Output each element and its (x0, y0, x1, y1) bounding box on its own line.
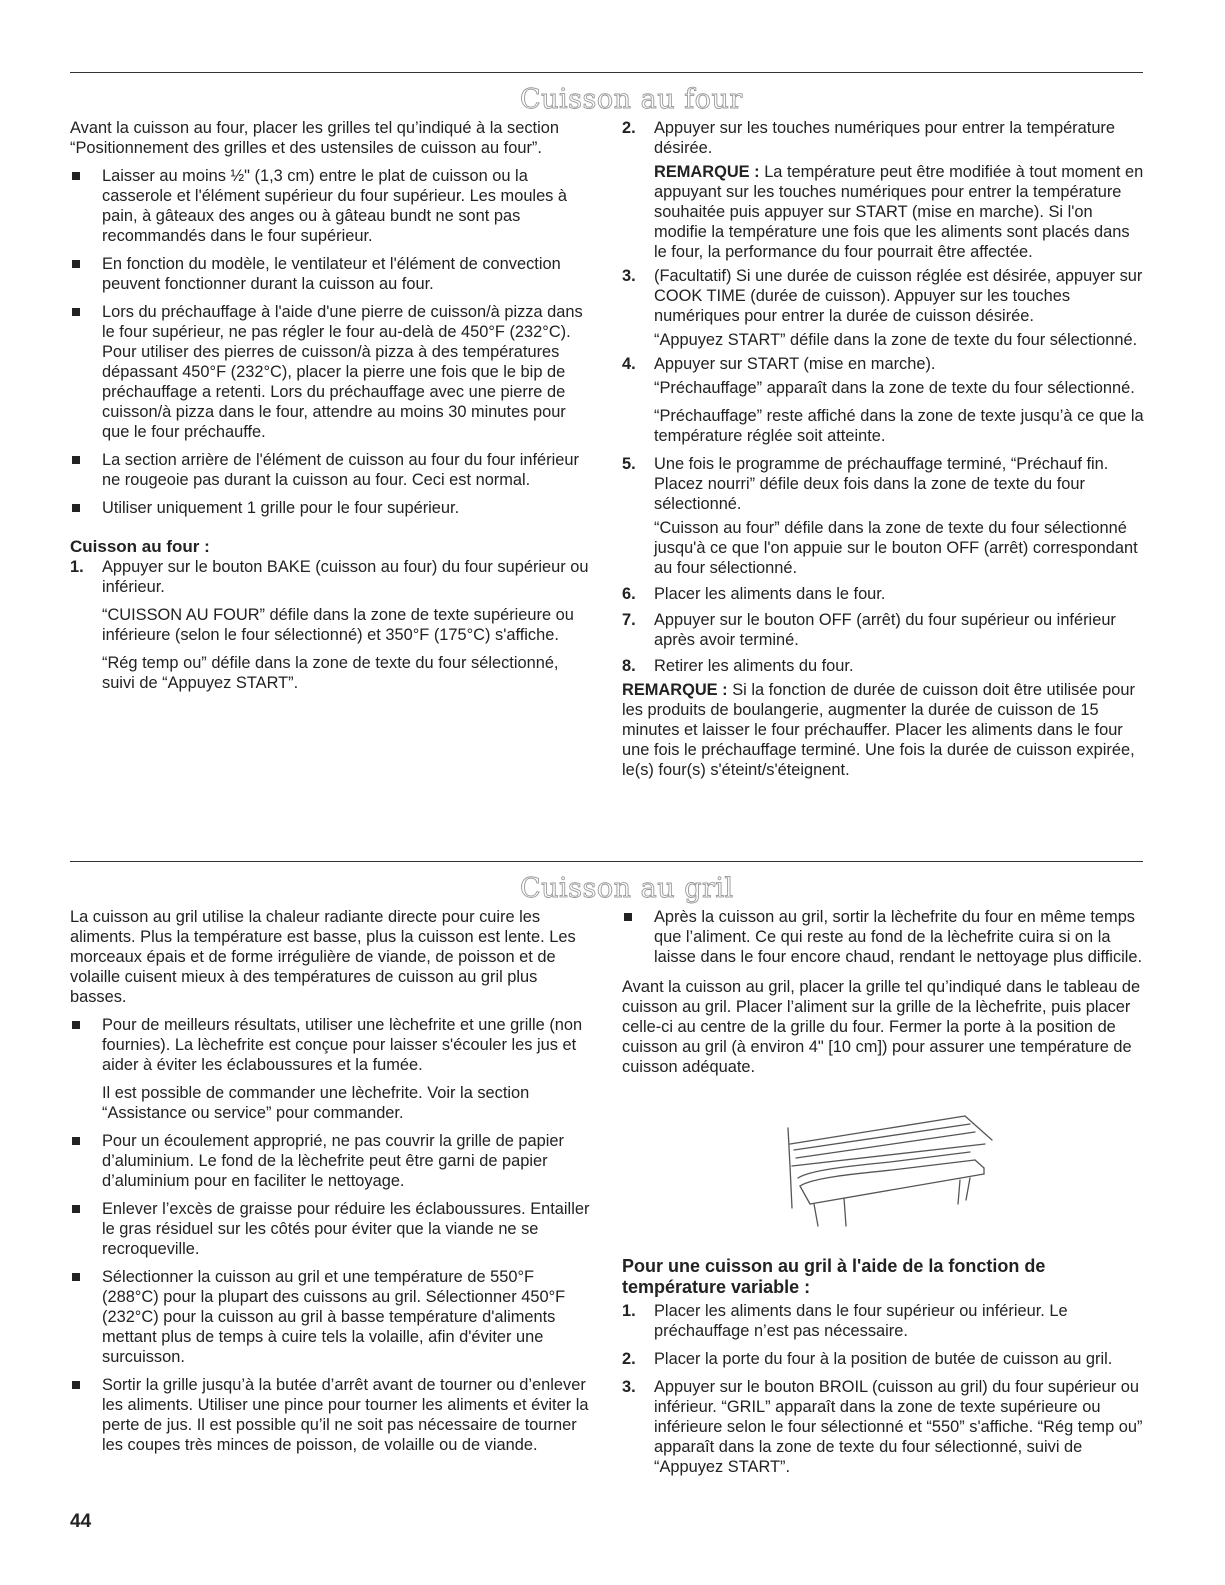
bullet-square-icon (72, 1137, 80, 1145)
broil-rack-paragraph: Avant la cuisson au gril, placer la grille tel qu’indiqué dans le tableau de cuisson au gril. Placer l’aliment sur la grille de la lèchefrite, puis placer celle-ci au centre de la grille du four. Fermer la porte à la position de cuisson au gril (à environ 4" [10 cm]) pour assurer une température de cuisson adéquate. (622, 978, 1141, 1076)
broil-step-3: 3. Appuyer sur le bouton BROIL (cuisson au gril) du four supérieur ou inférieur. “GRIL” apparaît dans la zone de texte supérieure ou inférieure selon le four sélectionné et “550” s'affiche. “Rég temp ou” apparaît dans la zone de texte du four sélectionné, suivi de “Appuyez START”. (622, 1378, 1143, 1476)
page-number: 44 (70, 1511, 92, 1532)
bullet-square-icon (72, 172, 80, 180)
broil-right-column-bottom (622, 1256, 1144, 1477)
broil-intro: La cuisson au gril utilise la chaleur radiante directe pour cuire les aliments. Plus la température est basse, plus la cuisson est lente. Les morceaux épais et de forme irrégulière de viande, de poisson et de volaille cuisent mieux à des températures de cuisson au gril plus basses. (70, 908, 576, 1006)
bake-step-4-note-1: “Préchauffage” apparaît dans la zone de texte du four sélectionné. (654, 379, 1135, 397)
bake-step-3: 3. (Facultatif) Si une durée de cuisson réglée est désirée, appuyer sur COOK TIME (durée de cuisson). Appuyer sur les touches numériques pour entrer la durée de cuisson désirée. (622, 267, 1143, 325)
bake-left-column (70, 118, 590, 693)
bake-step-5-note: “Cuisson au four” défile dans la zone de texte du four sélectionné jusqu'à ce que l'on appuie sur le bouton OFF (arrêt) correspondant au four sélectionné. (654, 519, 1138, 577)
broil-bullet-2: Pour un écoulement approprié, ne pas couvrir la grille de papier d’aluminium. Le fond de la lèchefrite peut être garni de papier d’aluminium pour en faciliter le nettoyage. (70, 1131, 590, 1191)
broil-left-column (70, 907, 590, 1455)
broil-bullet-1: Pour de meilleurs résultats, utiliser une lèchefrite et une grille (non fournies). La lèchefrite est conçue pour laisser s'écouler les jus et aider à éviter les éclaboussures et la fumée. (70, 1015, 590, 1075)
broil-bullet-1-note: Il est possible de commander une lèchefrite. Voir la section “Assistance ou service” pour commander. (102, 1084, 530, 1122)
broil-variable-temp-heading: Pour une cuisson au gril à l'aide de la fonction de température variable : (622, 1256, 1046, 1297)
top-rule (70, 72, 1143, 73)
bake-bullet-5: Utiliser uniquement 1 grille pour le four supérieur. (70, 498, 590, 518)
bake-step-4: 4. Appuyer sur START (mise en marche). (622, 355, 936, 373)
bullet-square-icon (72, 1273, 80, 1281)
bake-step-1: 1. Appuyer sur le bouton BAKE (cuisson au four) du four supérieur ou inférieur. (70, 558, 589, 596)
broil-step-1: 1. Placer les aliments dans le four supérieur ou inférieur. Le préchauffage n’est pas nécessaire. (622, 1302, 1068, 1340)
bullet-square-icon (624, 913, 632, 921)
bullet-square-icon (72, 308, 80, 316)
bake-step-1-note-1: “CUISSON AU FOUR” défile dans la zone de texte supérieure ou inférieure (selon le four sélectionné) et 350°F (175°C) s'affiche. (102, 606, 574, 644)
bake-step-7: 7. Appuyer sur le bouton OFF (arrêt) du four supérieur ou inférieur après avoir terminé. (622, 611, 1116, 649)
bake-step-3-note: “Appuyez START” défile dans la zone de texte du four sélectionné. (654, 331, 1138, 349)
broil-bullet-4: Sélectionner la cuisson au gril et une température de 550°F (288°C) pour la plupart des cuissons au gril. Sélectionner 450°F (232°C) pour la cuisson au gril à basse température d'aliments mettant plus de temps à cuire tels la volaille, afin d'éviter une surcuisson. (70, 1267, 590, 1367)
bake-bullet-1: Laisser au moins ½" (1,3 cm) entre le plat de cuisson ou la casserole et l'élément supérieur du four supérieur. Les moules à pain, à gâteaux des anges ou à gâteau bundt ne sont pas recommandés dans le four supérieur. (70, 166, 590, 246)
bullet-square-icon (72, 1021, 80, 1029)
bullet-square-icon (72, 1381, 80, 1389)
bake-step-6: 6. Placer les aliments dans le four. (622, 585, 886, 603)
bullet-square-icon (72, 456, 80, 464)
bake-step-1-note-2: “Rég temp ou” défile dans la zone de texte du four sélectionné, suivi de “Appuyez START”. (102, 654, 559, 692)
bake-heading: Cuisson au four : (70, 537, 210, 556)
bake-bullet-3: Lors du préchauffage à l'aide d'une pierre de cuisson/à pizza dans le four supérieur, ne pas régler le four au-delà de 450°F (232°C). Pour utiliser des pierres de cuisson/à pizza à des températures dépassant 450°F (232°C), placer la pierre une fois que le bip de préchauffage a retenti. Lors du préchauffage avec une pierre de cuisson/à pizza dans le four, attendre au moins 30 minutes pour que le four préchauffe. (70, 302, 590, 442)
broil-bullet-3: Enlever l’excès de graisse pour réduire les éclaboussures. Entailler le gras résiduel sur les côtés pour éviter que la viande ne se recroqueville. (70, 1199, 590, 1259)
bake-bullet-4: La section arrière de l'élément de cuisson au four du four inférieur ne rougeoie pas durant la cuisson au four. Ceci est normal. (70, 450, 590, 490)
oven-door-broil-stop-illustration (770, 1108, 1000, 1238)
section-divider-rule (70, 861, 1143, 862)
bullet-square-icon (72, 260, 80, 268)
bake-step-2-remark: REMARQUE : La température peut être modifiée à tout moment en appuyant sur les touches numériques pour entrer la température souhaitée puis appuyer sur START (mise en marche). Si l'on modifie la température une fois que les aliments sont placés dans le four, la performance du four pourrait être affectée. (654, 163, 1144, 261)
bullet-square-icon (72, 1205, 80, 1213)
broil-bullet-5: Sortir la grille jusqu’à la butée d’arrêt avant de tourner ou d’enlever les aliments. Utiliser une pince pour tourner les aliments et éviter la perte de jus. Il est possible qu’il ne soit pas nécessaire de tourner les coupes très minces de poisson, de volaille ou de viande. (70, 1375, 590, 1455)
bake-step-4-note-2: “Préchauffage” reste affiché dans la zone de texte jusqu’à ce que la température réglée soit atteinte. (654, 407, 1144, 445)
bake-final-remark: REMARQUE : Si la fonction de durée de cuisson doit être utilisée pour les produits de boulangerie, augmenter la durée de cuisson de 15 minutes et laisser le four préchauffer. Placer les aliments dans le four une fois le préchauffage terminé. Une fois la durée de cuisson expirée, le(s) four(s) s'éteint/s'éteignent. (622, 681, 1135, 779)
broil-right-column-top (622, 907, 1144, 1077)
section-title-bake: Cuisson au four (520, 84, 743, 115)
bake-step-8: 8. Retirer les aliments du four. (622, 657, 854, 675)
bullet-square-icon (72, 504, 80, 512)
broil-bullet-right: Après la cuisson au gril, sortir la lèchefrite du four en même temps que l’aliment. Ce qui reste au fond de la lèchefrite cuira si on la laisse dans le four encore chaud, rendant le nettoyage plus difficile. (622, 907, 1144, 967)
section-title-broil: Cuisson au gril (520, 873, 734, 904)
bake-bullet-2: En fonction du modèle, le ventilateur et l'élément de convection peuvent fonctionner durant la cuisson au four. (70, 254, 590, 294)
bake-step-5: 5. Une fois le programme de préchauffage terminé, “Préchauf fin. Placez nourri” défile deux fois dans la zone de texte du four sélectionné. (622, 455, 1109, 513)
broil-step-2: 2. Placer la porte du four à la position de butée de cuisson au gril. (622, 1350, 1113, 1368)
bake-right-column (622, 118, 1144, 780)
bake-step-2: 2. Appuyer sur les touches numériques pour entrer la température désirée. (622, 119, 1116, 157)
bake-intro: Avant la cuisson au four, placer les grilles tel qu’indiqué à la section “Positionnement des grilles et des ustensiles de cuisson au four”. (70, 119, 559, 157)
